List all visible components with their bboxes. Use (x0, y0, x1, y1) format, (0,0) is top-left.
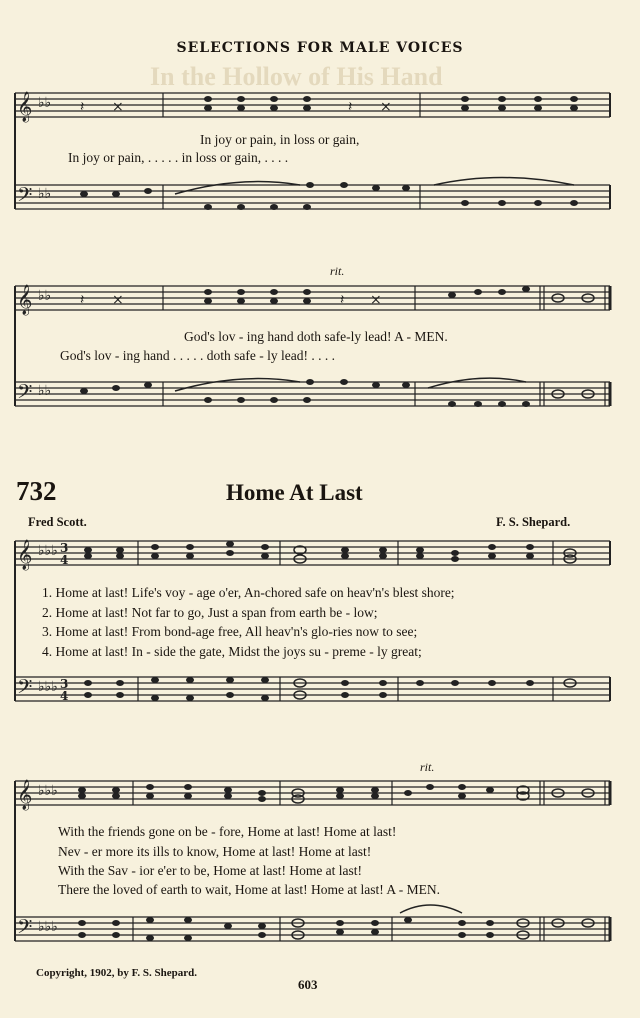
verse-4: 4. Home at last! In - side the gate, Midst the joys su - preme - ly great; (42, 644, 422, 659)
hymn-number: 732 (16, 476, 57, 506)
svg-text:𝄽: 𝄽 (80, 99, 85, 115)
svg-text:×: × (112, 99, 124, 115)
svg-text:𝄽: 𝄽 (348, 99, 353, 115)
prev-hymn-lyrics-lower-2: God's lov - ing hand . . . . . doth safe - ly lead! . . . . (60, 348, 336, 363)
rit-marking-1: rit. (330, 264, 345, 278)
svg-text:4: 4 (60, 553, 69, 567)
verse-1: 1. Home at last! Life's voy - age o'er, An-chored safe on heav'n's blest shore; (42, 585, 455, 600)
svg-text:♭♭: ♭♭ (38, 95, 52, 111)
svg-text:3: 3 (60, 677, 69, 691)
refrain-2: Nev - er more its ills to know, Home at last! Home at last! (58, 844, 372, 859)
svg-text:𝄽: 𝄽 (340, 292, 345, 308)
music-system-3 (0, 535, 640, 710)
verse-2: 2. Home at last! Not far to go, Just a span from earth be - low; (42, 605, 378, 620)
svg-text:♭♭♭: ♭♭♭ (38, 679, 58, 695)
refrain-1: With the friends gone on be - fore, Home at last! Home at last! (58, 824, 397, 839)
verse-3: 3. Home at last! From bond-age free, All heav'n's glo-ries now to see; (42, 624, 418, 639)
bleed-through-title: In the Hollow of His Hand (150, 62, 443, 91)
prev-hymn-lyrics-upper-1: In joy or pain, in loss or gain, (200, 132, 360, 147)
svg-text:×: × (370, 292, 382, 308)
svg-text:𝄢: 𝄢 (17, 183, 33, 211)
copyright: Copyright, 1902, by F. S. Shepard. (36, 967, 197, 979)
page-header: SELECTIONS FOR MALE VOICES (176, 40, 464, 56)
prev-hymn-lyrics-lower-1: In joy or pain, . . . . . in loss or gain, . . . . (68, 150, 289, 165)
svg-text:♭♭♭: ♭♭♭ (38, 783, 58, 799)
page-number: 603 (298, 977, 318, 992)
hymn-title: Home At Last (226, 480, 363, 505)
rit-marking-2: rit. (420, 760, 435, 774)
svg-text:3: 3 (60, 541, 69, 555)
svg-text:𝄢: 𝄢 (17, 675, 33, 703)
music-system-2 (0, 280, 640, 450)
hymn-author: Fred Scott. (28, 515, 87, 529)
refrain-3: With the Sav - ior e'er to be, Home at last! Home at last! (58, 863, 363, 878)
svg-text:♭♭♭: ♭♭♭ (38, 543, 58, 559)
svg-text:♭♭: ♭♭ (38, 288, 52, 304)
svg-text:×: × (380, 99, 392, 115)
svg-text:𝄽: 𝄽 (80, 292, 85, 308)
prev-hymn-lyrics-upper-2: God's lov - ing hand doth safe-ly lead! A - MEN. (184, 329, 448, 344)
svg-text:×: × (112, 292, 124, 308)
svg-text:𝄞: 𝄞 (17, 540, 33, 570)
svg-text:𝄞: 𝄞 (17, 780, 33, 810)
svg-text:♭♭♭: ♭♭♭ (38, 919, 58, 935)
svg-text:4: 4 (60, 689, 69, 703)
svg-text:♭♭: ♭♭ (38, 383, 52, 399)
svg-text:♭♭: ♭♭ (38, 186, 52, 202)
svg-text:𝄞: 𝄞 (17, 285, 33, 315)
svg-text:𝄢: 𝄢 (17, 380, 33, 408)
svg-text:𝄞: 𝄞 (17, 92, 33, 122)
hymn-composer: F. S. Shepard. (496, 515, 571, 529)
svg-text:𝄢: 𝄢 (17, 915, 33, 943)
refrain-4: There the loved of earth to wait, Home at last! Home at last! A - MEN. (58, 882, 441, 897)
